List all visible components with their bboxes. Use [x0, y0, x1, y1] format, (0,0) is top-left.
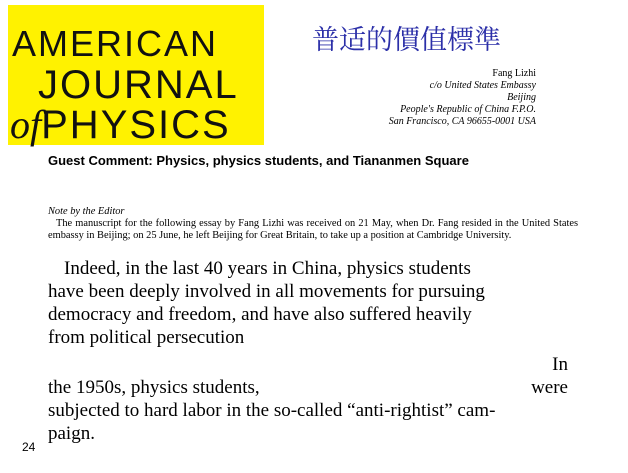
address-line: San Francisco, CA 96655-0001 USA: [388, 116, 536, 127]
quote-line: democracy and freedom, and have also suffered heavily: [48, 304, 472, 325]
quote-line: from political persecution: [48, 327, 245, 348]
logo-line-3: [10, 101, 231, 148]
logo-line-2: JOURNAL: [38, 63, 239, 107]
logo-of: of: [10, 102, 42, 147]
quote-paragraph-2: [48, 353, 568, 445]
quote-in-word: In: [552, 354, 568, 375]
author-name: Fang Lizhi: [492, 68, 536, 79]
author-address: [389, 68, 536, 128]
logo-physics: PHYSICS: [41, 103, 231, 147]
quote-line: Indeed, in the last 40 years in China, physics students: [64, 258, 471, 279]
logo-line-1: AMERICAN: [12, 23, 219, 64]
address-line: Beijing: [507, 92, 536, 103]
quote-paragraph-1: [48, 257, 568, 349]
quote-line-left: the 1950s, physics students,: [48, 377, 260, 398]
editor-note: [48, 206, 578, 242]
address-line: c/o United States Embassy: [429, 80, 536, 91]
quote-line: [48, 353, 568, 376]
journal-logo: [8, 5, 264, 145]
slide-title: 普适的價值標準: [312, 25, 501, 56]
editor-note-label: Note by the Editor: [48, 206, 125, 217]
quote-line: paign.: [48, 423, 95, 444]
editor-note-text: The manuscript for the following essay by Fang Lizhi was received on 21 May, when Dr. Fang resided in the United States embassy in Beijing; on 25 June, he left Beijing for Great Britain, to take up a position at Cambridge University.: [48, 218, 578, 241]
quote-line: have been deeply involved in all movements for pursuing: [48, 281, 485, 302]
quote-line: subjected to hard labor in the so-called “anti-rightist” cam-: [48, 400, 496, 421]
article-title: Guest Comment: Physics, physics students, and Tiananmen Square: [48, 153, 469, 168]
quote-line: [48, 376, 568, 399]
quote-line-right: were: [531, 377, 568, 398]
page-number: 24: [22, 440, 36, 454]
address-line: People's Republic of China F.P.O.: [400, 104, 536, 115]
